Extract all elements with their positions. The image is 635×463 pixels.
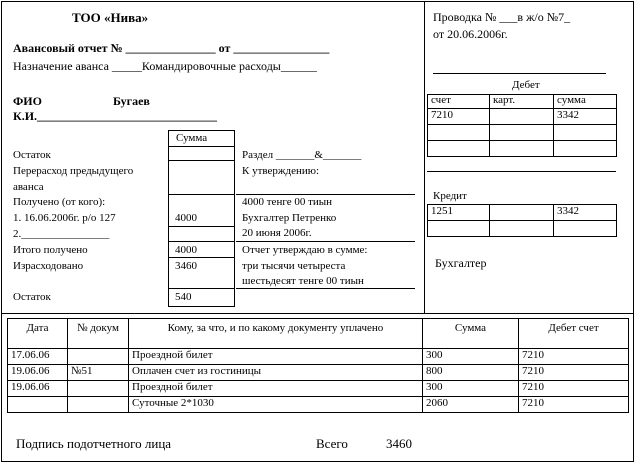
cell-description: Оплачен счет из гостиницы bbox=[129, 365, 423, 381]
cell-amount: 2060 bbox=[423, 397, 519, 413]
summary-label: Остаток bbox=[13, 291, 51, 303]
debit-col-header: счет bbox=[428, 95, 490, 109]
summary-label: Перерасход предыдущего bbox=[13, 165, 134, 177]
summary-label: Получено (от кого): bbox=[13, 196, 106, 208]
table-row bbox=[428, 95, 617, 109]
approval-rule bbox=[236, 194, 415, 195]
sum-rule bbox=[168, 160, 235, 161]
table-row bbox=[8, 349, 629, 365]
cell-doc: №51 bbox=[68, 365, 129, 381]
debit-col-header: карт. bbox=[490, 95, 554, 109]
table-row bbox=[8, 365, 629, 381]
summary-value: 4000 bbox=[175, 212, 197, 224]
cell-date bbox=[8, 397, 68, 413]
posting-rule bbox=[433, 73, 606, 74]
report-title-text: Авансовый отчет № _______________ от ________________ bbox=[13, 41, 330, 55]
approve-sum-line-1: три тысячи четыреста bbox=[242, 260, 346, 272]
expenses-table bbox=[7, 318, 629, 413]
cell-amount: 800 bbox=[423, 365, 519, 381]
section-field: Раздел _______&_______ bbox=[242, 149, 362, 161]
approve-label: Отчет утверждаю в сумме: bbox=[242, 244, 368, 256]
ki-line: К.И.______________________________ bbox=[13, 109, 218, 123]
credit-cell bbox=[490, 205, 554, 221]
credit-label: Кредит bbox=[433, 190, 467, 202]
cell-description: Проездной билет bbox=[129, 381, 423, 397]
summary-value: 3460 bbox=[175, 260, 197, 272]
advance-purpose: Назначение аванса _____Командировочные расходы______ bbox=[13, 59, 317, 73]
debit-cell bbox=[554, 141, 617, 157]
sum-rule bbox=[168, 226, 235, 227]
cell-amount: 300 bbox=[423, 349, 519, 365]
approval-date: 20 июня 2006г. bbox=[242, 227, 312, 239]
cell-account: 7210 bbox=[519, 381, 629, 397]
summary-label: 1. 16.06.2006г. р/о 127 bbox=[13, 212, 116, 224]
credit-cell bbox=[428, 221, 490, 237]
summary-label: Израсходовано bbox=[13, 260, 84, 272]
sum-rule bbox=[168, 146, 235, 147]
debit-label: Дебет bbox=[512, 79, 540, 91]
cell-account: 7210 bbox=[519, 397, 629, 413]
summary-label: Остаток bbox=[13, 149, 51, 161]
accountant-name: Бухгалтер Петренко bbox=[242, 212, 337, 224]
summary-value: 4000 bbox=[175, 244, 197, 256]
cell-date: 19.06.06 bbox=[8, 365, 68, 381]
debit-cell: 3342 bbox=[554, 109, 617, 125]
posting-title: Проводка № ___в ж/о №7_ bbox=[433, 10, 571, 24]
table-row bbox=[428, 205, 617, 221]
debit-cell bbox=[428, 125, 490, 141]
cell-account: 7210 bbox=[519, 349, 629, 365]
org-name: ТОО «Нива» bbox=[72, 10, 149, 25]
approval-amount-text: 4000 тенге 00 тиын bbox=[242, 196, 333, 208]
cell-description: Проездной билет bbox=[129, 349, 423, 365]
approval-rule bbox=[236, 241, 415, 242]
fio-label: ФИО bbox=[13, 94, 42, 108]
cell-date: 19.06.06 bbox=[8, 381, 68, 397]
top-section-divider bbox=[424, 1, 425, 314]
sum-rule bbox=[168, 194, 235, 195]
credit-cell bbox=[490, 221, 554, 237]
debit-cell bbox=[428, 141, 490, 157]
sum-rule bbox=[168, 241, 235, 242]
sum-rule bbox=[168, 257, 235, 258]
cell-doc bbox=[68, 349, 129, 365]
credit-cell: 3342 bbox=[554, 205, 617, 221]
report-title bbox=[13, 42, 329, 54]
table-row bbox=[428, 141, 617, 157]
col-header-doc: № докум bbox=[68, 319, 129, 349]
signature-label: Подпись подотчетного лица bbox=[16, 436, 172, 451]
col-header-date: Дата bbox=[8, 319, 68, 349]
cell-account: 7210 bbox=[519, 365, 629, 381]
to-approve-label: К утверждению: bbox=[242, 165, 320, 177]
cell-date: 17.06.06 bbox=[8, 349, 68, 365]
summary-label: аванса bbox=[13, 181, 44, 193]
debit-col-header: сумма bbox=[554, 95, 617, 109]
col-header-debit-account: Дебет счет bbox=[519, 319, 629, 349]
table-row bbox=[8, 397, 629, 413]
sum-header: Сумма bbox=[176, 132, 208, 144]
fio-value: Бугаев bbox=[113, 94, 150, 108]
credit-table bbox=[427, 204, 617, 237]
posting-accountant-label: Бухгалтер bbox=[435, 256, 487, 270]
summary-label: Итого получено bbox=[13, 244, 88, 256]
col-header-amount: Сумма bbox=[423, 319, 519, 349]
table-header-row bbox=[8, 319, 629, 349]
table-row bbox=[8, 381, 629, 397]
debit-cell bbox=[490, 125, 554, 141]
posting-date: от 20.06.2006г. bbox=[433, 27, 508, 41]
posting-rule bbox=[427, 171, 616, 172]
debit-cell bbox=[490, 109, 554, 125]
cell-amount: 300 bbox=[423, 381, 519, 397]
summary-label: 2.________________ bbox=[13, 228, 110, 240]
credit-cell: 1251 bbox=[428, 205, 490, 221]
approval-rule bbox=[236, 288, 415, 289]
debit-cell: 7210 bbox=[428, 109, 490, 125]
cell-doc bbox=[68, 381, 129, 397]
table-row bbox=[428, 221, 617, 237]
table-row bbox=[428, 109, 617, 125]
section-separator bbox=[1, 313, 634, 314]
debit-cell bbox=[490, 141, 554, 157]
total-value: 3460 bbox=[386, 436, 412, 451]
credit-cell bbox=[554, 221, 617, 237]
approve-sum-line-2: шестьдесят тенге 00 тиын bbox=[242, 275, 364, 287]
table-row bbox=[428, 125, 617, 141]
debit-cell bbox=[554, 125, 617, 141]
col-header-description: Кому, за что, и по какому документу уплачено bbox=[129, 319, 423, 349]
debit-table bbox=[427, 94, 617, 157]
summary-value: 540 bbox=[175, 291, 192, 303]
cell-doc bbox=[68, 397, 129, 413]
cell-description: Суточные 2*1030 bbox=[129, 397, 423, 413]
sum-rule bbox=[168, 288, 235, 289]
total-label: Всего bbox=[316, 436, 348, 451]
